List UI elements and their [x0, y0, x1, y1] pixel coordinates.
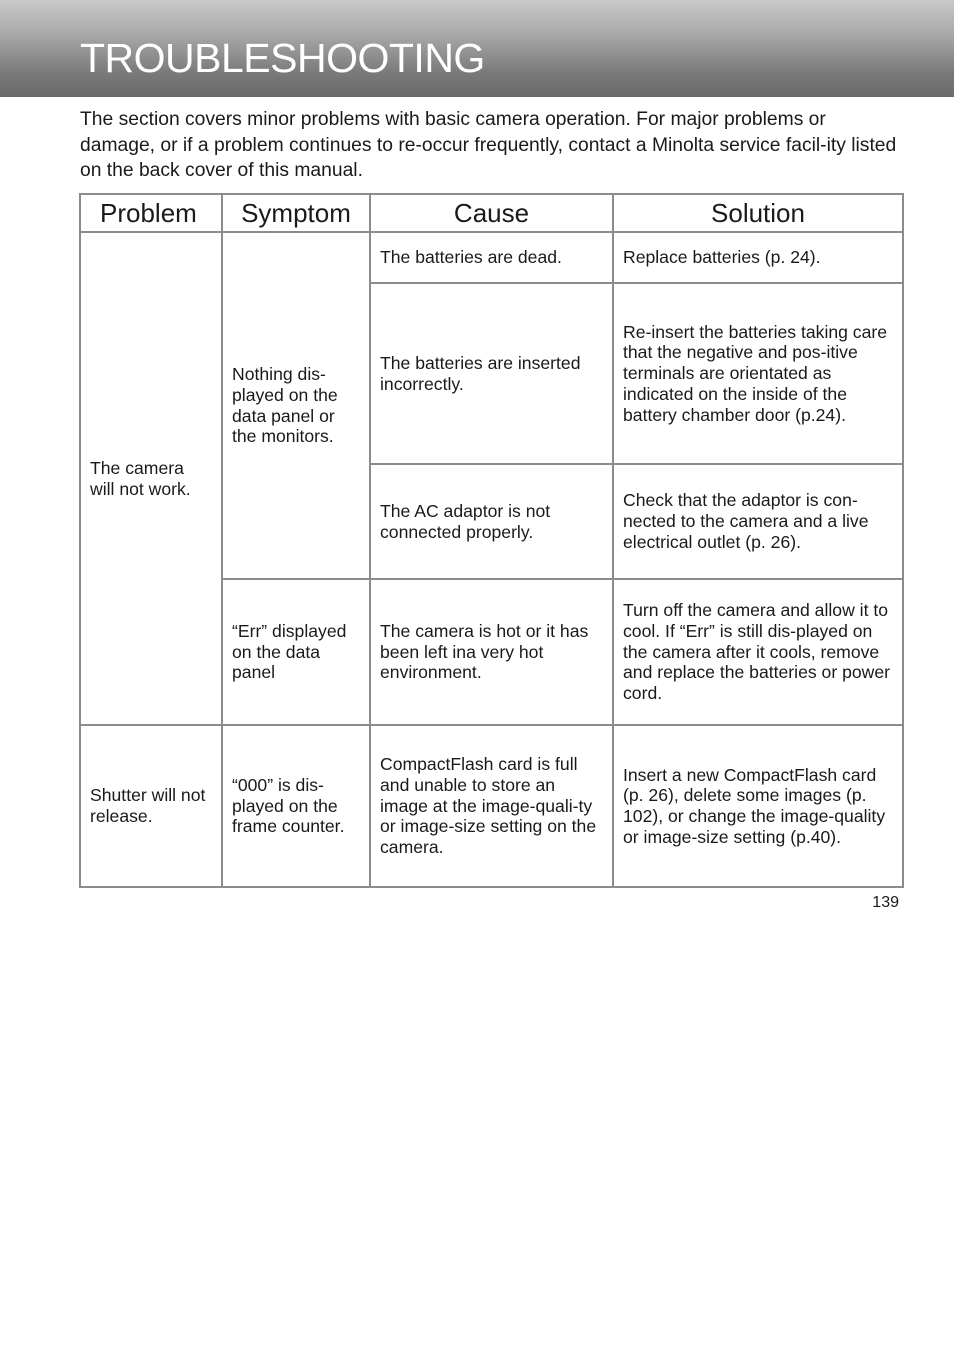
header-solution: Solution [613, 194, 903, 232]
troubleshooting-table [79, 193, 904, 888]
solution-cell: Turn off the camera and allow it to cool. If “Err” is still dis-played on the camera after it cools, remove and replace the batteries or power cord. [613, 579, 903, 725]
solution-cell: Insert a new CompactFlash card (p. 26), delete some images (p. 102), or change the image-quality or image-size setting (p.40). [613, 725, 903, 887]
symptom-cell: “000” is dis-played on the frame counter. [222, 725, 370, 887]
solution-cell: Check that the adaptor is con-nected to the camera and a live electrical outlet (p. 26). [613, 464, 903, 579]
table-row [80, 725, 903, 887]
cause-cell: The AC adaptor is not connected properly. [370, 464, 613, 579]
solution-cell: Re-insert the batteries taking care that the negative and pos-itive terminals are orientated as indicated on the inside of the battery chamber door (p.24). [613, 283, 903, 464]
symptom-cell: Nothing dis-played on the data panel or the monitors. [222, 232, 370, 579]
cause-cell: CompactFlash card is full and unable to store an image at the image-quali-ty or image-size setting on the camera. [370, 725, 613, 887]
problem-cell: The camera will not work. [80, 232, 222, 725]
problem-cell: Shutter will not release. [80, 725, 222, 887]
table-header-row [80, 194, 903, 232]
intro-paragraph: The section covers minor problems with basic camera operation. For major problems or damage, or if a problem continues to re-occur frequently, contact a Minolta service facil-ity listed on the back cover of this manual. [80, 109, 897, 181]
header-problem: Problem [80, 194, 222, 232]
symptom-cell: “Err” displayed on the data panel [222, 579, 370, 725]
cause-cell: The batteries are inserted incorrectly. [370, 283, 613, 464]
header-symptom: Symptom [222, 194, 370, 232]
cause-cell: The camera is hot or it has been left ina very hot environment. [370, 579, 613, 725]
solution-cell: Replace batteries (p. 24). [613, 232, 903, 283]
cause-cell: The batteries are dead. [370, 232, 613, 283]
table-row [80, 232, 903, 283]
page-number: 139 [872, 894, 899, 911]
page-title: TROUBLESHOOTING [80, 35, 485, 81]
header-cause: Cause [370, 194, 613, 232]
